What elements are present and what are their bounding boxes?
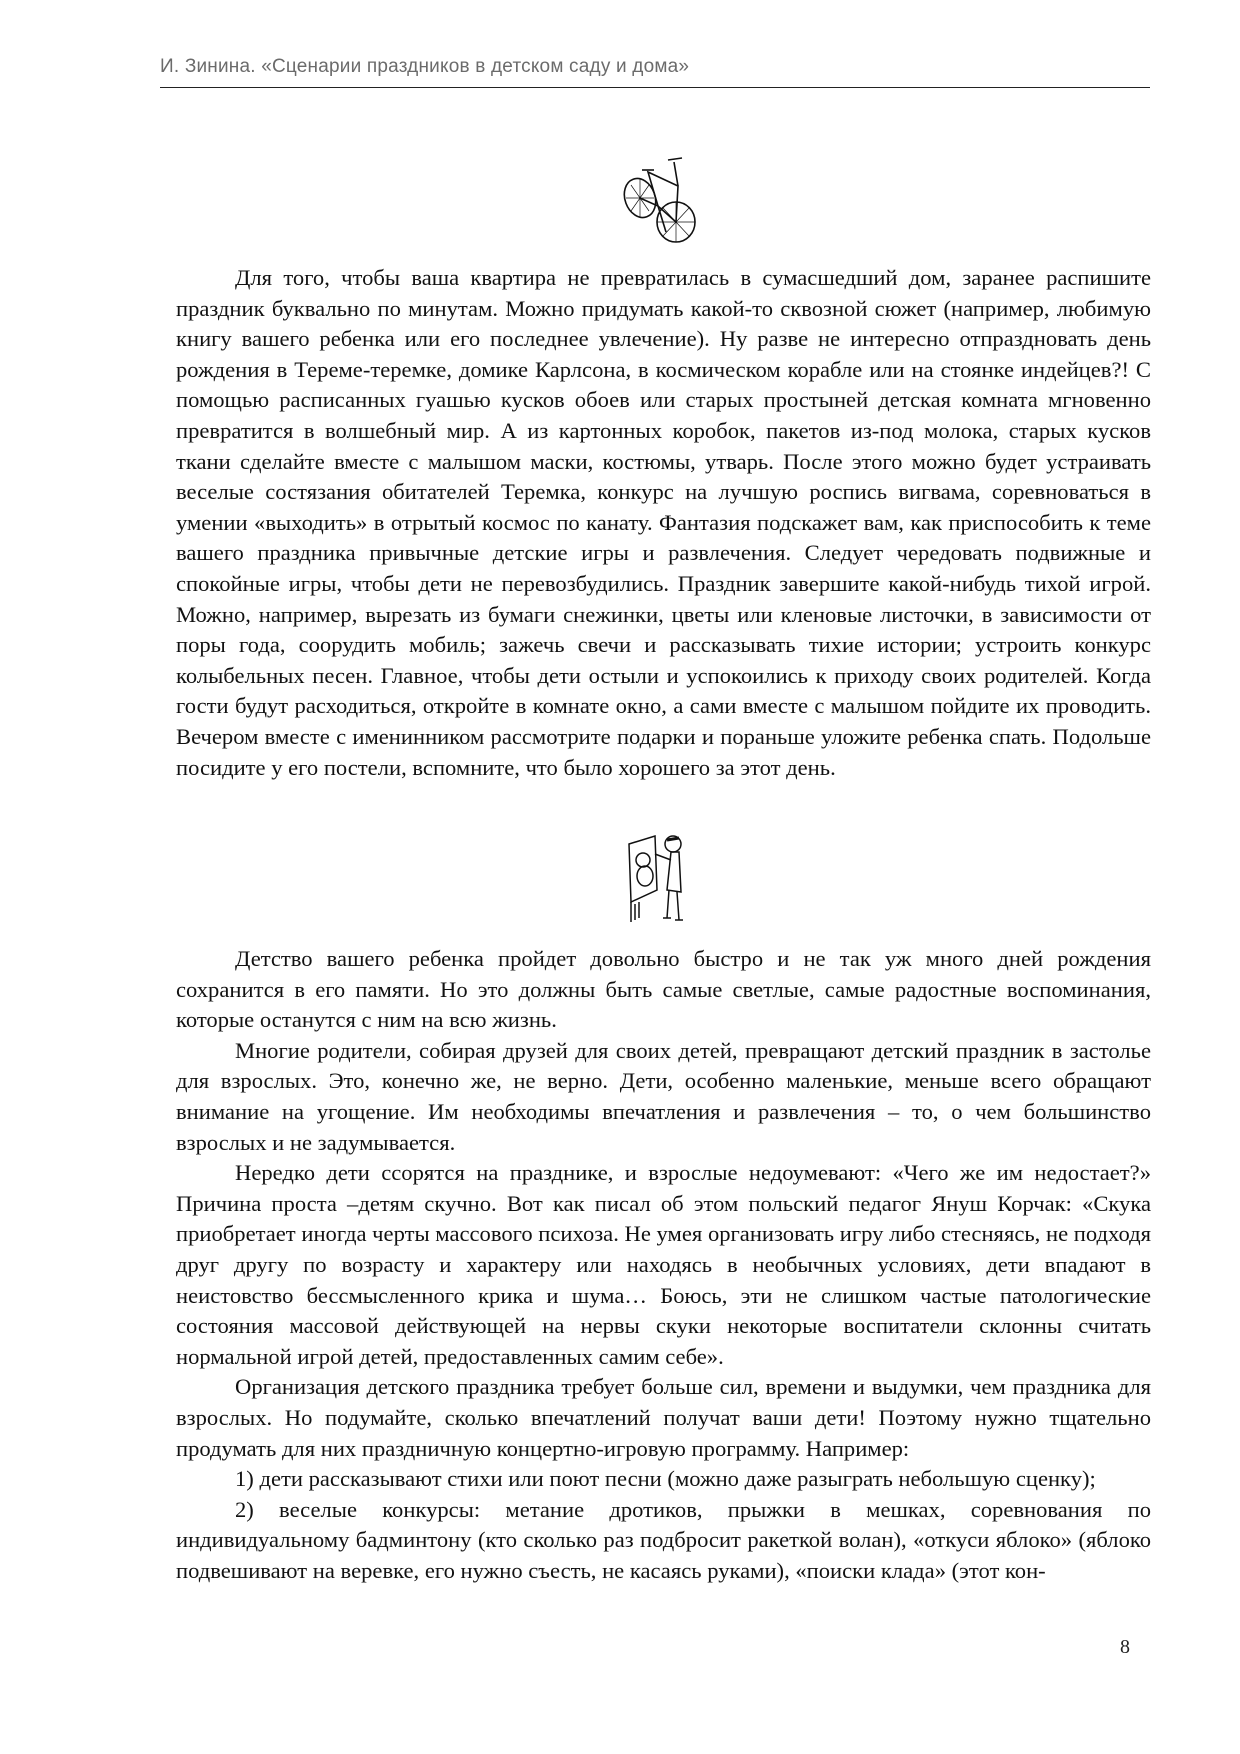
running-header: И. Зинина. «Сценарии праздников в детском саду и дома» bbox=[160, 56, 690, 77]
list-item: 2) веселые конкурсы: метание дротиков, прыжки в мешках, соревнования по индивидуальному бадминтону (кто сколько раз подбросит ракеткой волан), «откуси яблоко» (яблоко подвешивают на веревке, его нужно съесть, не касаясь руками), «поиски клада» (этот кон- bbox=[176, 1496, 1151, 1583]
paragraph: Нередко дети ссорятся на празднике, и взрослые недоумевают: «Чего же им недостает?» Причина проста –детям скучно. Вот как писал об этом польский педагог Януш Корчак: «Скука приобретает иногда черты массового психоза. Не умея организовать игру либо стесняясь, не подходя друг другу по возрасту и характеру или находясь в необычных условиях, дети впадают в неистовство бессмысленного крика и шума… Боюсь, эти не слишком частые патологические состояния массовой действующей на нервы скуки некоторые воспитатели склонны считать нормальной игрой детей, предоставленных самим себе». bbox=[176, 1160, 1151, 1369]
page-number: 8 bbox=[1120, 1636, 1130, 1658]
paragraph: Организация детского праздника требует больше сил, времени и выдумки, чем праздника для взрослых. Но подумайте, сколько впечатлений получат ваши дети! Поэтому нужно тщательно продумать для них праздничную концертно-игровую программу. Например: bbox=[176, 1374, 1151, 1461]
list-item: 1) дети рассказывают стихи или поют песни (можно даже разыграть небольшую сценку); bbox=[235, 1466, 1096, 1492]
bicycle-illustration-icon bbox=[618, 150, 708, 246]
text-block-2 bbox=[176, 944, 1151, 1586]
header-divider bbox=[160, 87, 1150, 88]
paragraph: Для того, чтобы ваша квартира не превратилась в сумасшедший дом, заранее распишите праздник буквально по минутам. Можно придумать какой-то сквозной сюжет (например, любимую книгу вашего ребенка или его последнее увлечение). Ну разве не интересно отпраздновать день рождения в Тереме-теремке, домике Карлсона, в космическом корабле или на стоянке индейцев?! С помощью расписанных гуашью кусков обоев или старых простыней детская комната мгновенно превратится в волшебный мир. А из картонных коробок, пакетов из-под молока, старых кусков ткани сделайте вместе с малышом маски, костюмы, утварь. После этого можно будет устраивать веселые состязания обитателей Теремка, конкурс на лучшую роспись вигвама, соревноваться в умении «выходить» в отрытый космос по канату. Фантазия подскажет вам, как приспособить к теме вашего праздника привычные детские игры и развлечения. Следует чередовать подвижные и спокойные игры, чтобы дети не перевозбудились. Праздник завершите какой-нибудь тихой игрой. Можно, например, вырезать из бумаги снежинки, цветы или кленовые листочки, в зависимости от поры года, соорудить мобиль; зажечь свечи и рассказывать тихие истории; устроить конкурс колыбельных песен. Главное, чтобы дети остыли и успокоились к приходу своих родителей. Когда гости будут расходиться, откройте в комнате окно, а сами вместе с малышом пойдите их проводить. Вечером вместе с именинником рассмотрите подарки и пораньше уложите ребенка спать. Подольше посидите у его постели, вспомните, что было хорошего за этот день. bbox=[176, 265, 1151, 780]
text-block-1 bbox=[176, 263, 1151, 783]
paragraph: Многие родители, собирая друзей для своих детей, превращают детский праздник в застолье для взрослых. Это, конечно же, не верно. Дети, особенно маленькие, меньше всего обращают внимание на угощение. Им необходимы впечатления и развлечения – то, о чем большинство взрослых и не задумывается. bbox=[176, 1037, 1151, 1155]
paragraph: Детство вашего ребенка пройдет довольно быстро и не так уж много дней рождения сохранится в его памяти. Но это должны быть самые светлые, самые радостные воспоминания, которые останутся с ним на всю жизнь. bbox=[176, 946, 1151, 1033]
child-painting-illustration-icon bbox=[617, 820, 697, 926]
